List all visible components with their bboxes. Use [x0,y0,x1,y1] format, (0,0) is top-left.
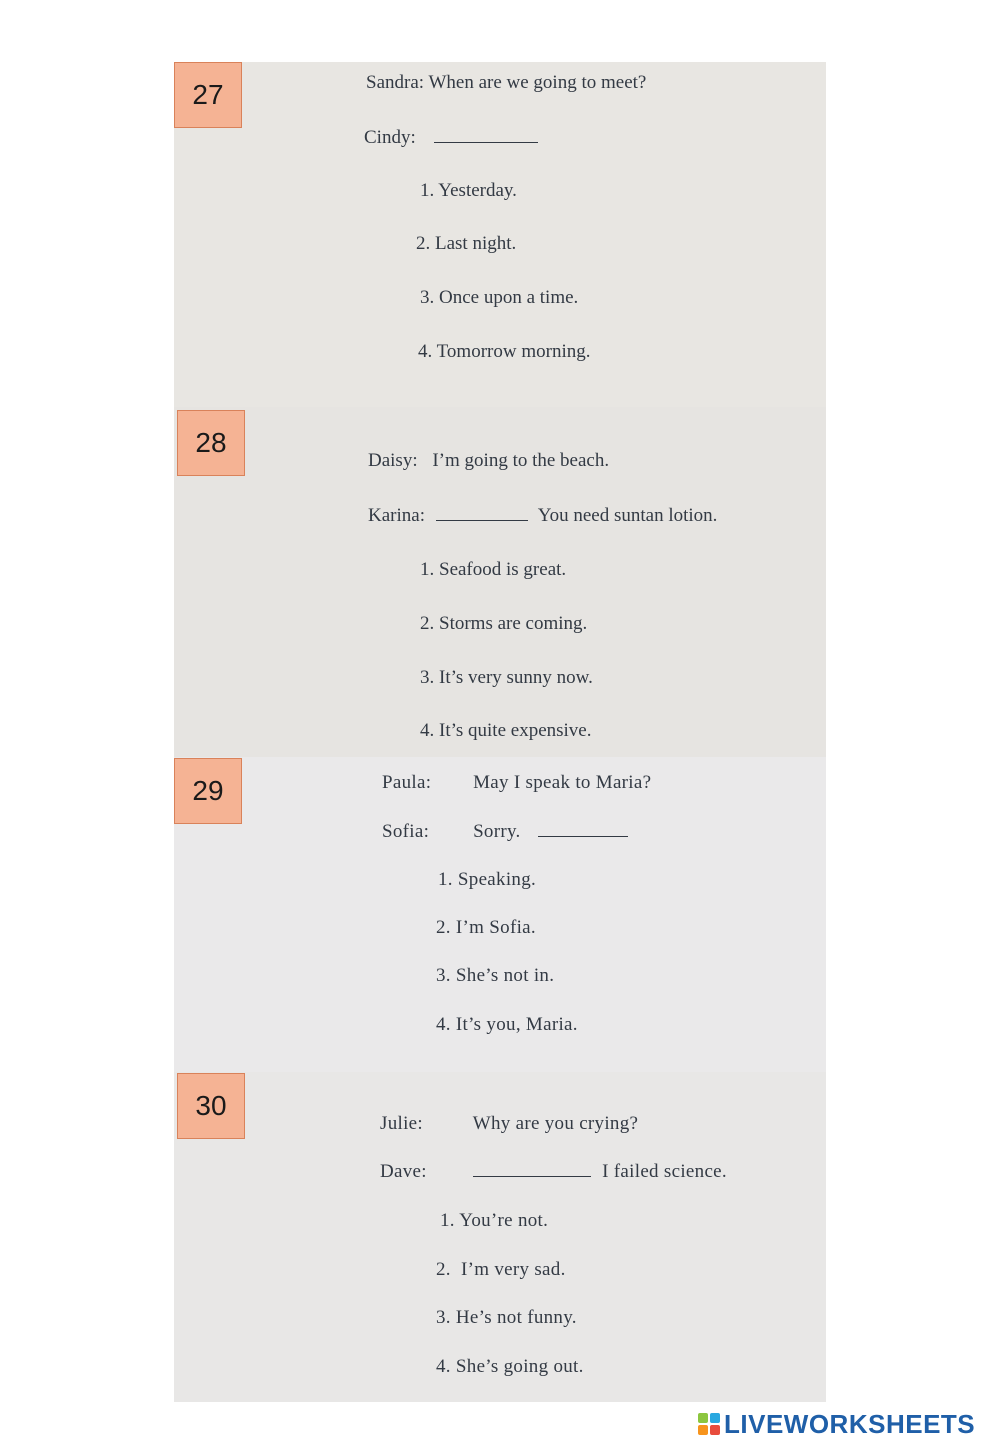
answer-option: 3. He’s not funny. [436,1307,577,1328]
speaker-name: Daisy: [368,450,418,471]
speaker-name: Sandra: [366,72,425,93]
dialogue-line-2 [382,821,634,843]
answer-option: 4. It’s quite expensive. [420,720,592,741]
dialogue-text: You need suntan lotion. [537,505,718,526]
answer-blank[interactable] [538,835,628,837]
answer-option: 1. Seafood is great. [420,559,567,580]
liveworksheets-logo [698,1408,975,1440]
answer-option: 4. Tomorrow morning. [418,341,591,362]
speaker-name: Sofia: [382,821,430,842]
logo-square-blue [710,1413,720,1423]
brand-name: LIVEWORKSHEETS [724,1408,976,1439]
dialogue-line-2 [368,505,717,527]
dialogue-text: I’m going to the beach. [432,450,610,471]
question-number-badge: 29 [174,758,242,824]
answer-blank[interactable] [473,1175,591,1177]
answer-option: 2. Storms are coming. [420,613,588,634]
answer-option: 1. Yesterday. [420,180,517,201]
speaker-name: Dave: [380,1161,427,1182]
dialogue-text: Sorry. [473,821,521,842]
speaker-name: Karina: [368,505,425,526]
answer-option: 4. It’s you, Maria. [436,1014,578,1035]
answer-option: 2. I’m Sofia. [436,917,536,938]
speaker-name: Julie: [380,1113,423,1134]
dialogue-line-1 [380,1113,638,1135]
logo-square-green [698,1413,708,1423]
dialogue-text: I failed science. [602,1161,727,1182]
logo-square-red [710,1425,720,1435]
answer-option: 4. She’s going out. [436,1356,584,1377]
dialogue-text: When are we going to meet? [428,72,647,93]
dialogue-line-1 [366,72,646,94]
dialogue-line-2 [380,1161,727,1183]
question-number-badge: 27 [174,62,242,128]
dialogue-text: May I speak to Maria? [473,772,652,793]
logo-square-orange [698,1425,708,1435]
answer-option: 3. Once upon a time. [420,287,579,308]
dialogue-line-2 [364,127,544,149]
answer-option: 1. Speaking. [438,869,537,890]
answer-option: 3. It’s very sunny now. [420,667,593,688]
answer-option: 2. I’m very sad. [436,1259,566,1280]
dialogue-text: Why are you crying? [472,1113,639,1134]
answer-blank[interactable] [434,141,538,143]
answer-option: 2. Last night. [416,233,517,254]
answer-blank[interactable] [436,519,528,521]
question-number-badge: 28 [177,410,245,476]
speaker-name: Paula: [382,772,432,793]
question-number-badge: 30 [177,1073,245,1139]
answer-option: 1. You’re not. [440,1210,549,1231]
answer-option: 3. She’s not in. [436,965,555,986]
dialogue-line-1 [368,450,609,472]
dialogue-line-1 [382,772,651,794]
liveworksheets-logo-icon [698,1413,720,1435]
speaker-name: Cindy: [364,127,416,148]
